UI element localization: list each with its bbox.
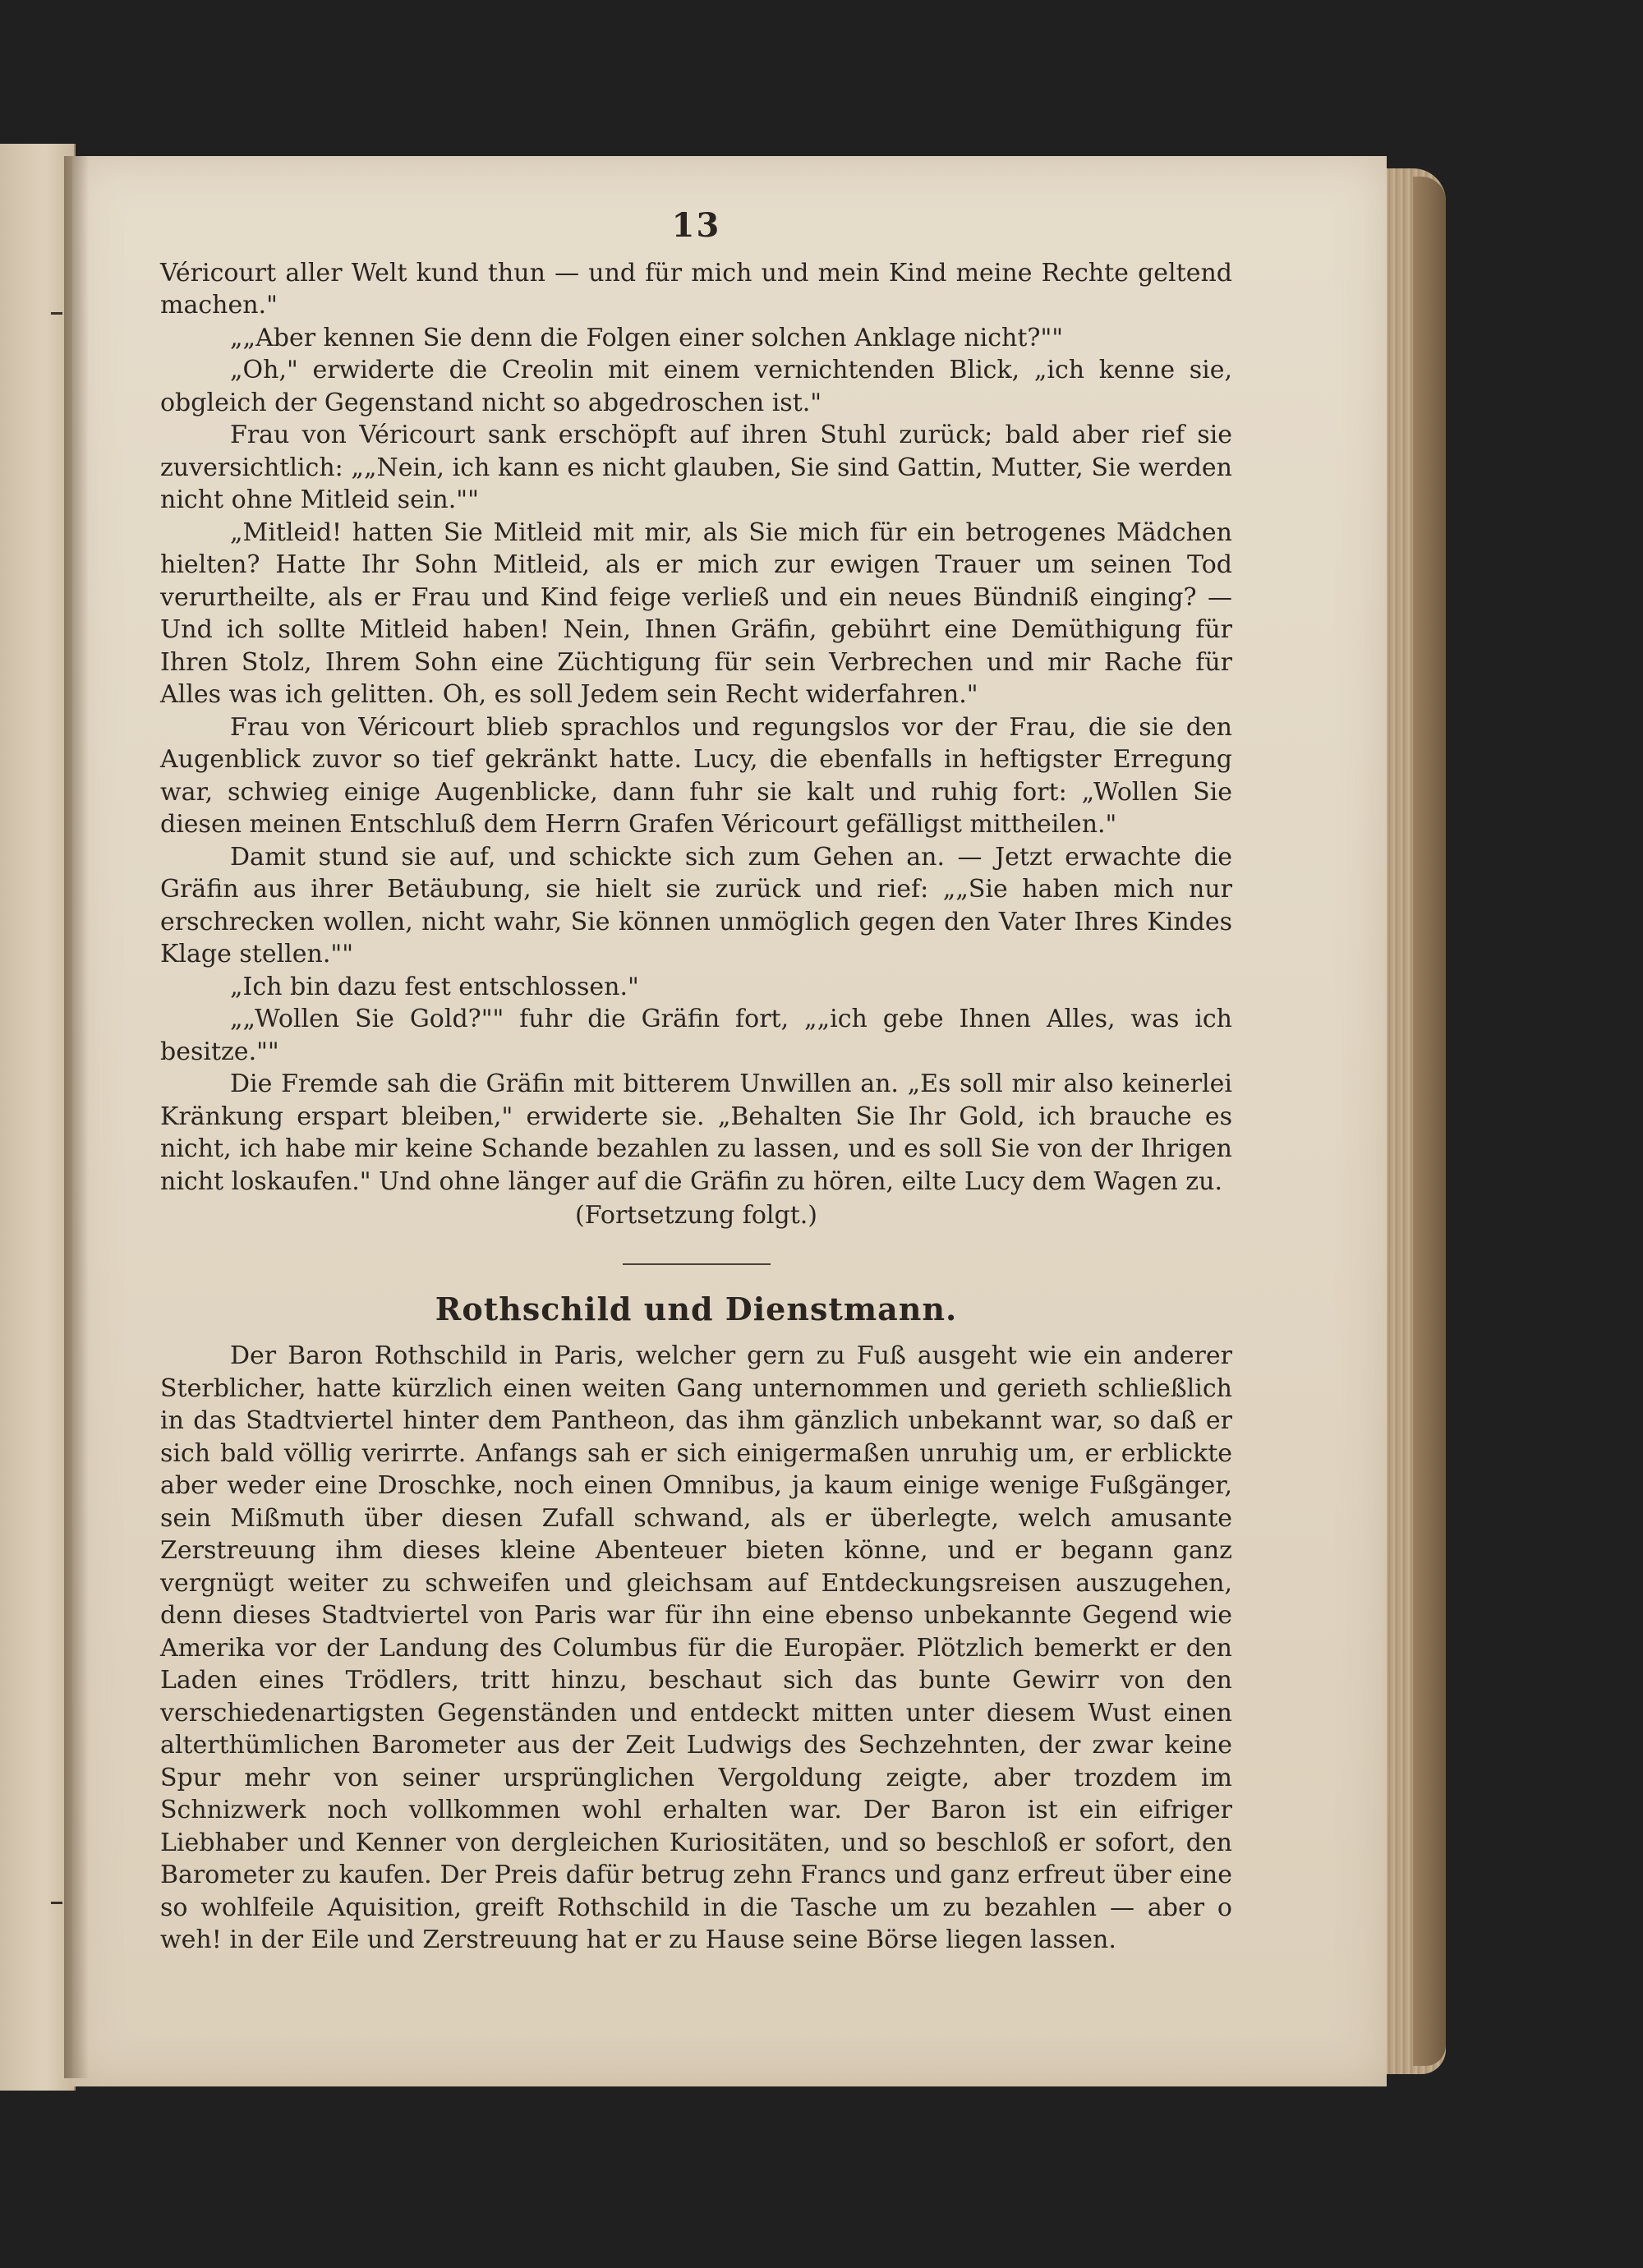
page-number: 13 [671, 206, 721, 245]
paragraph: Der Baron Rothschild in Paris, welcher gern zu Fuß ausgeht wie ein anderer Sterblicher, hatte kürzlich einen weiten Gang unternommen und gerieth schließlich in das Stadtviertel hinter dem Pantheon, das ihm gänzlich unbekannt war, so daß er sich bald völlig verirrte. Anfangs sah er sich einigermaßen unruhig um, er erblickte aber weder eine Droschke, noch einen Omnibus, ja kaum einige wenige Fußgänger, sein Mißmuth über diesen Zufall schwand, als er überlegte, welch amusante Zerstreuung ihm dieses kleine Abenteuer bieten könne, und er begann ganz vergnügt weiter zu schweifen und gleichsam auf Entdeckungsreisen auszugehen, denn dieses Stadtviertel von Paris war für ihn eine ebenso unbekannte Gegend wie Amerika vor der Landung des Columbus für die Europäer. Plötzlich bemerkt er den Laden eines Trödlers, tritt hinzu, beschaut sich das bunte Gewirr von den verschiedenartigsten Gegenständen und entdeckt mitten unter diesem Wust einen alterthümlichen Barometer aus der Zeit Ludwigs des Sechzehnten, der zwar keine Spur mehr von seiner ursprünglichen Vergoldung zeigte, aber trozdem im Schnizwerk noch vollkommen wohl erhalten war. Der Baron ist ein eifriger Liebhaber und Kenner von dergleichen Kuriositäten, und so beschloß er sofort, den Barometer zu kaufen. Der Preis dafür betrug zehn Francs und ganz erfreut über eine so wohlfeile Aquisition, greift Rothschild in die Tasche um zu bezahlen — aber o weh! in der Eile und Zerstreuung hat er zu Hause seine Börse liegen lassen. [160, 1341, 1232, 1954]
paragraph: „Oh," erwiderte die Creolin mit einem vernichtenden Blick, „ich kenne sie, obgleich der Gegenstand nicht so abgedroschen ist." [160, 356, 1232, 417]
paragraph: „Ich bin dazu fest entschlossen." [230, 972, 639, 1001]
continued-note: (Fortsetzung folgt.) [575, 1201, 817, 1230]
margin-mark [51, 1902, 62, 1904]
paragraph: „„Aber kennen Sie denn die Folgen einer solchen Anklage nicht?"" [230, 323, 1064, 352]
spine-shadow [64, 156, 89, 2078]
paragraph: Véricourt aller Welt kund thun — und für mich und mein Kind meine Rechte geltend machen." [160, 258, 1232, 320]
paragraph: „„Wollen Sie Gold?"" fuhr die Gräfin fort, „„ich gebe Ihnen Alles, was ich besitze."" [160, 1005, 1232, 1066]
margin-mark [51, 312, 62, 315]
article-title: Rothschild und Dienstmann. [435, 1290, 958, 1327]
paragraph: Frau von Véricourt sank erschöpft auf ihren Stuhl zurück; bald aber rief sie zuversichtlich: „„Nein, ich kann es nicht glauben, Sie sind Gattin, Mutter, Sie werden nicht ohne Mitleid sein."" [160, 421, 1232, 514]
page-content [160, 206, 1232, 1957]
book-cover-edge [1413, 177, 1446, 2066]
paragraph: Damit stund sie auf, und schickte sich zum Gehen an. — Jetzt erwachte die Gräfin aus ihrer Betäubung, sie hielt sie zurück und rief: „„Sie haben mich nur erschrecken wollen, nicht wahr, Sie können unmöglich gegen den Vater Ihres Kindes Klage stellen."" [160, 842, 1232, 968]
paragraph: Frau von Véricourt blieb sprachlos und regungslos vor der Frau, die sie den Augenblick zuvor so tief gekränkt hatte. Lucy, die ebenfalls in heftigster Erregung war, schwieg einige Augenblicke, dann fuhr sie kalt und ruhig fort: „Wollen Sie diesen meinen Entschluß dem Herrn Grafen Véricourt gefälligst mittheilen." [160, 712, 1232, 839]
paragraph: „Mitleid! hatten Sie Mitleid mit mir, als Sie mich für ein betrogenes Mädchen hielten? Hatte Ihr Sohn Mitleid, als er mich zur ewigen Trauer um seinen Tod verurtheilte, als er Frau und Kind feige verließ und ein neues Bündniß einging? — Und ich sollte Mitleid haben! Nein, Ihnen Gräfin, gebührt eine Demüthigung für Ihren Stolz, Ihrem Sohn eine Züchtigung für sein Verbrechen und mir Rache für Alles was ich gelitten. Oh, es soll Jedem sein Recht widerfahren." [160, 518, 1232, 709]
paragraph: Die Fremde sah die Gräfin mit bitterem Unwillen an. „Es soll mir also keinerlei Kränkung erspart bleiben," erwiderte sie. „Behalten Sie Ihr Gold, ich brauche es nicht, ich habe mir keine Schande bezahlen zu lassen, und es soll Sie von der Ihrigen nicht loskaufen." Und ohne länger auf die Gräfin zu hören, eilte Lucy dem Wagen zu. [160, 1070, 1232, 1196]
section-divider [623, 1263, 771, 1265]
